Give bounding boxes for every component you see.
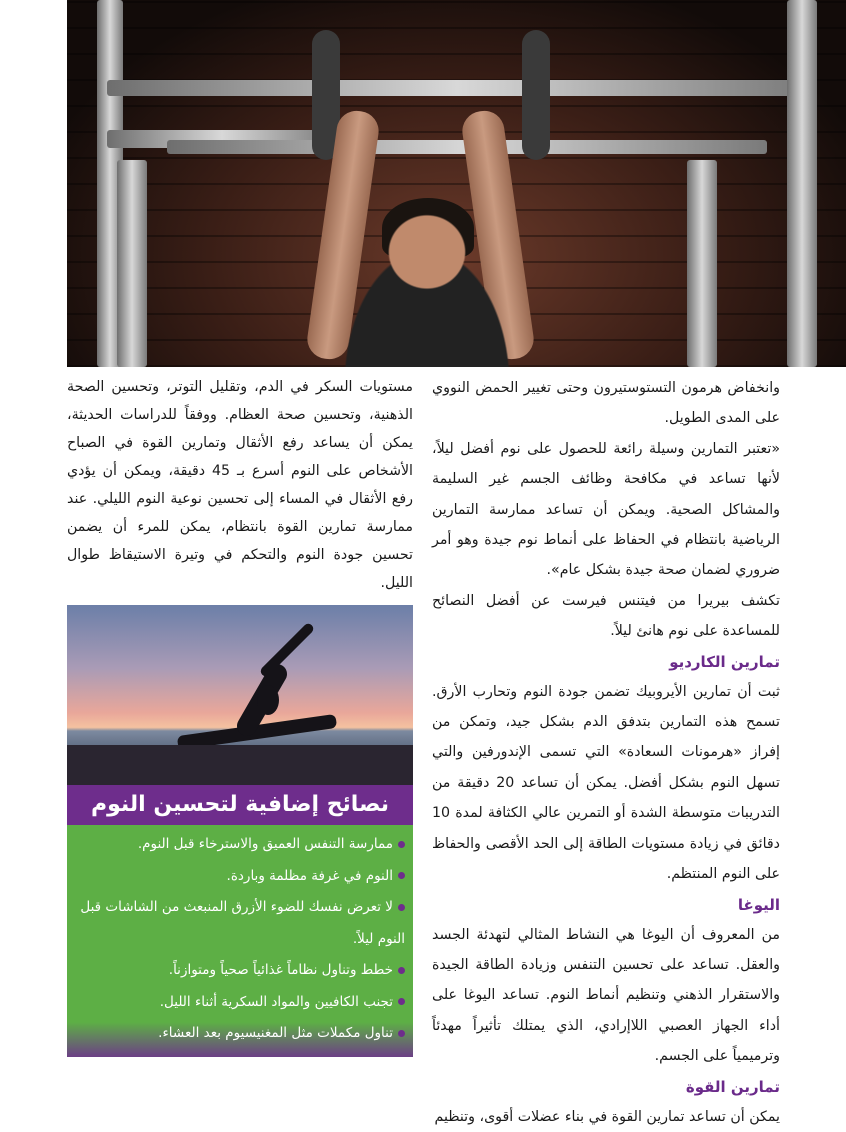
bullet-icon: [398, 998, 405, 1005]
heading-strength: تمارين القوة: [685, 1077, 780, 1096]
bullet-icon: [398, 967, 405, 974]
tip-text: ممارسة التنفس العميق والاسترخاء قبل النوم.: [137, 836, 393, 852]
left-stack: [67, 373, 413, 1057]
tip-item: [77, 829, 405, 861]
tip-text: تناول مكملات مثل المغنيسيوم بعد العشاء.: [158, 1025, 393, 1041]
paragraph: ثبت أن تمارين الأيروبيك تضمن جودة النوم وتحارب الأرق. تسمح هذه التمارين بتدفق الدم بشكل جيد، وتمكن من إفراز «هرمونات السعادة» التي تسمى الإندورفين والتي تسهل النوم بشكل أفضل. يمكن أن تساعد 20 دقيقة من التدريبات متوسطة الشدة أو التمرين عالي الكثافة لمدة 10 دقائق في زيادة مستويات الطاقة إلى الحد الأقصى والحفاظ على النوم المنتظم.: [432, 683, 780, 883]
tip-text: النوم في غرفة مظلمة وباردة.: [226, 867, 393, 884]
woman: [307, 190, 547, 367]
heading-cardio: تمارين الكارديو: [669, 652, 780, 671]
bullet-icon: [398, 872, 405, 879]
tip-item: [77, 1018, 405, 1050]
yogi-silhouette: [259, 622, 316, 679]
machine-frame: [787, 0, 817, 367]
gym-photo: [67, 0, 846, 367]
paragraph: مستويات السكر في الدم، وتقليل التوتر، وتحسين الصحة الذهنية، وتحسين صحة العظام. ووفقاً للدراسات الحديثة، يمكن أن يساعد رفع الأثقال وتمارين القوة في الصباح الأشخاص على النوم أسرع بـ 45 دقيقة، ويمكن أن يؤدي رفع الأثقال في المساء إلى تحسين نوعية النوم الليلي. عند ممارسة تمارين القوة بانتظام، يمكن للمرء أن يضمن تحسين جودة النوم والتحكم في وتيرة الاستيقاظ طوال الليل.: [67, 379, 413, 591]
yoga-photo: [67, 605, 413, 785]
bullet-icon: [398, 841, 405, 848]
machine-frame: [687, 160, 717, 367]
tips-title: نصائح إضافية لتحسين النوم: [67, 785, 413, 825]
right-column: [432, 373, 780, 1132]
tip-text: لا تعرض نفسك للضوء الأزرق المنبعث من الشاشات قبل النوم ليلاً.: [80, 899, 405, 947]
tip-text: خطط وتناول نظاماً غذائياً صحياً ومتوازناً.: [168, 962, 393, 978]
deck: [67, 745, 413, 785]
tip-item: [77, 861, 405, 893]
machine-frame: [107, 80, 807, 96]
tips-list: [67, 825, 413, 1057]
bullet-icon: [398, 904, 405, 911]
tip-item: [77, 892, 405, 955]
paragraph: وانخفاض هرمون التستوستيرون وحتى تغيير الحمض النووي على المدى الطويل.: [432, 380, 780, 427]
tip-text: تجنب الكافيين والمواد السكرية أثناء الليل.: [159, 993, 393, 1010]
tip-item: [77, 955, 405, 987]
paragraph: من المعروف أن اليوغا هي النشاط المثالي لتهدئة الجسد والعقل. تساعد على تحسين التنفس وزيادة الطاقة الجيدة والاستقرار الذهني وتنظيم أنماط النوم. تساعد اليوغا على أداء الجهاز العصبي اللاإرادي، الذي يمتلك تأثيراً مهدئاً وترميمياً على الجسم.: [432, 926, 780, 1065]
bullet-icon: [398, 1030, 405, 1037]
handle: [522, 30, 550, 160]
left-column: [67, 373, 413, 597]
heading-yoga: اليوغا: [737, 895, 780, 914]
tip-item: [77, 987, 405, 1019]
machine-frame: [117, 160, 147, 367]
yogi-silhouette: [257, 685, 279, 715]
paragraph: تكشف بيريرا من فيتنس فيرست عن أفضل النصائح للمساعدة على نوم هانئ ليلاً.: [432, 592, 780, 640]
paragraph: يمكن أن تساعد تمارين القوة في بناء عضلات أقوى، وتنظيم: [434, 1108, 780, 1125]
quote-paragraph: «تعتبر التمارين وسيلة رائعة للحصول على نوم أفضل ليلاً، لأنها تساعد في مكافحة وظائف الجسم غير السليمة والمشاكل الصحية. ويمكن أن تساعد ممارسة التمارين الرياضية بانتظام في الحفاظ على أنماط نوم جيدة وهو أمر ضروري لضمان صحة جيدة بشكل عام».: [432, 440, 780, 579]
